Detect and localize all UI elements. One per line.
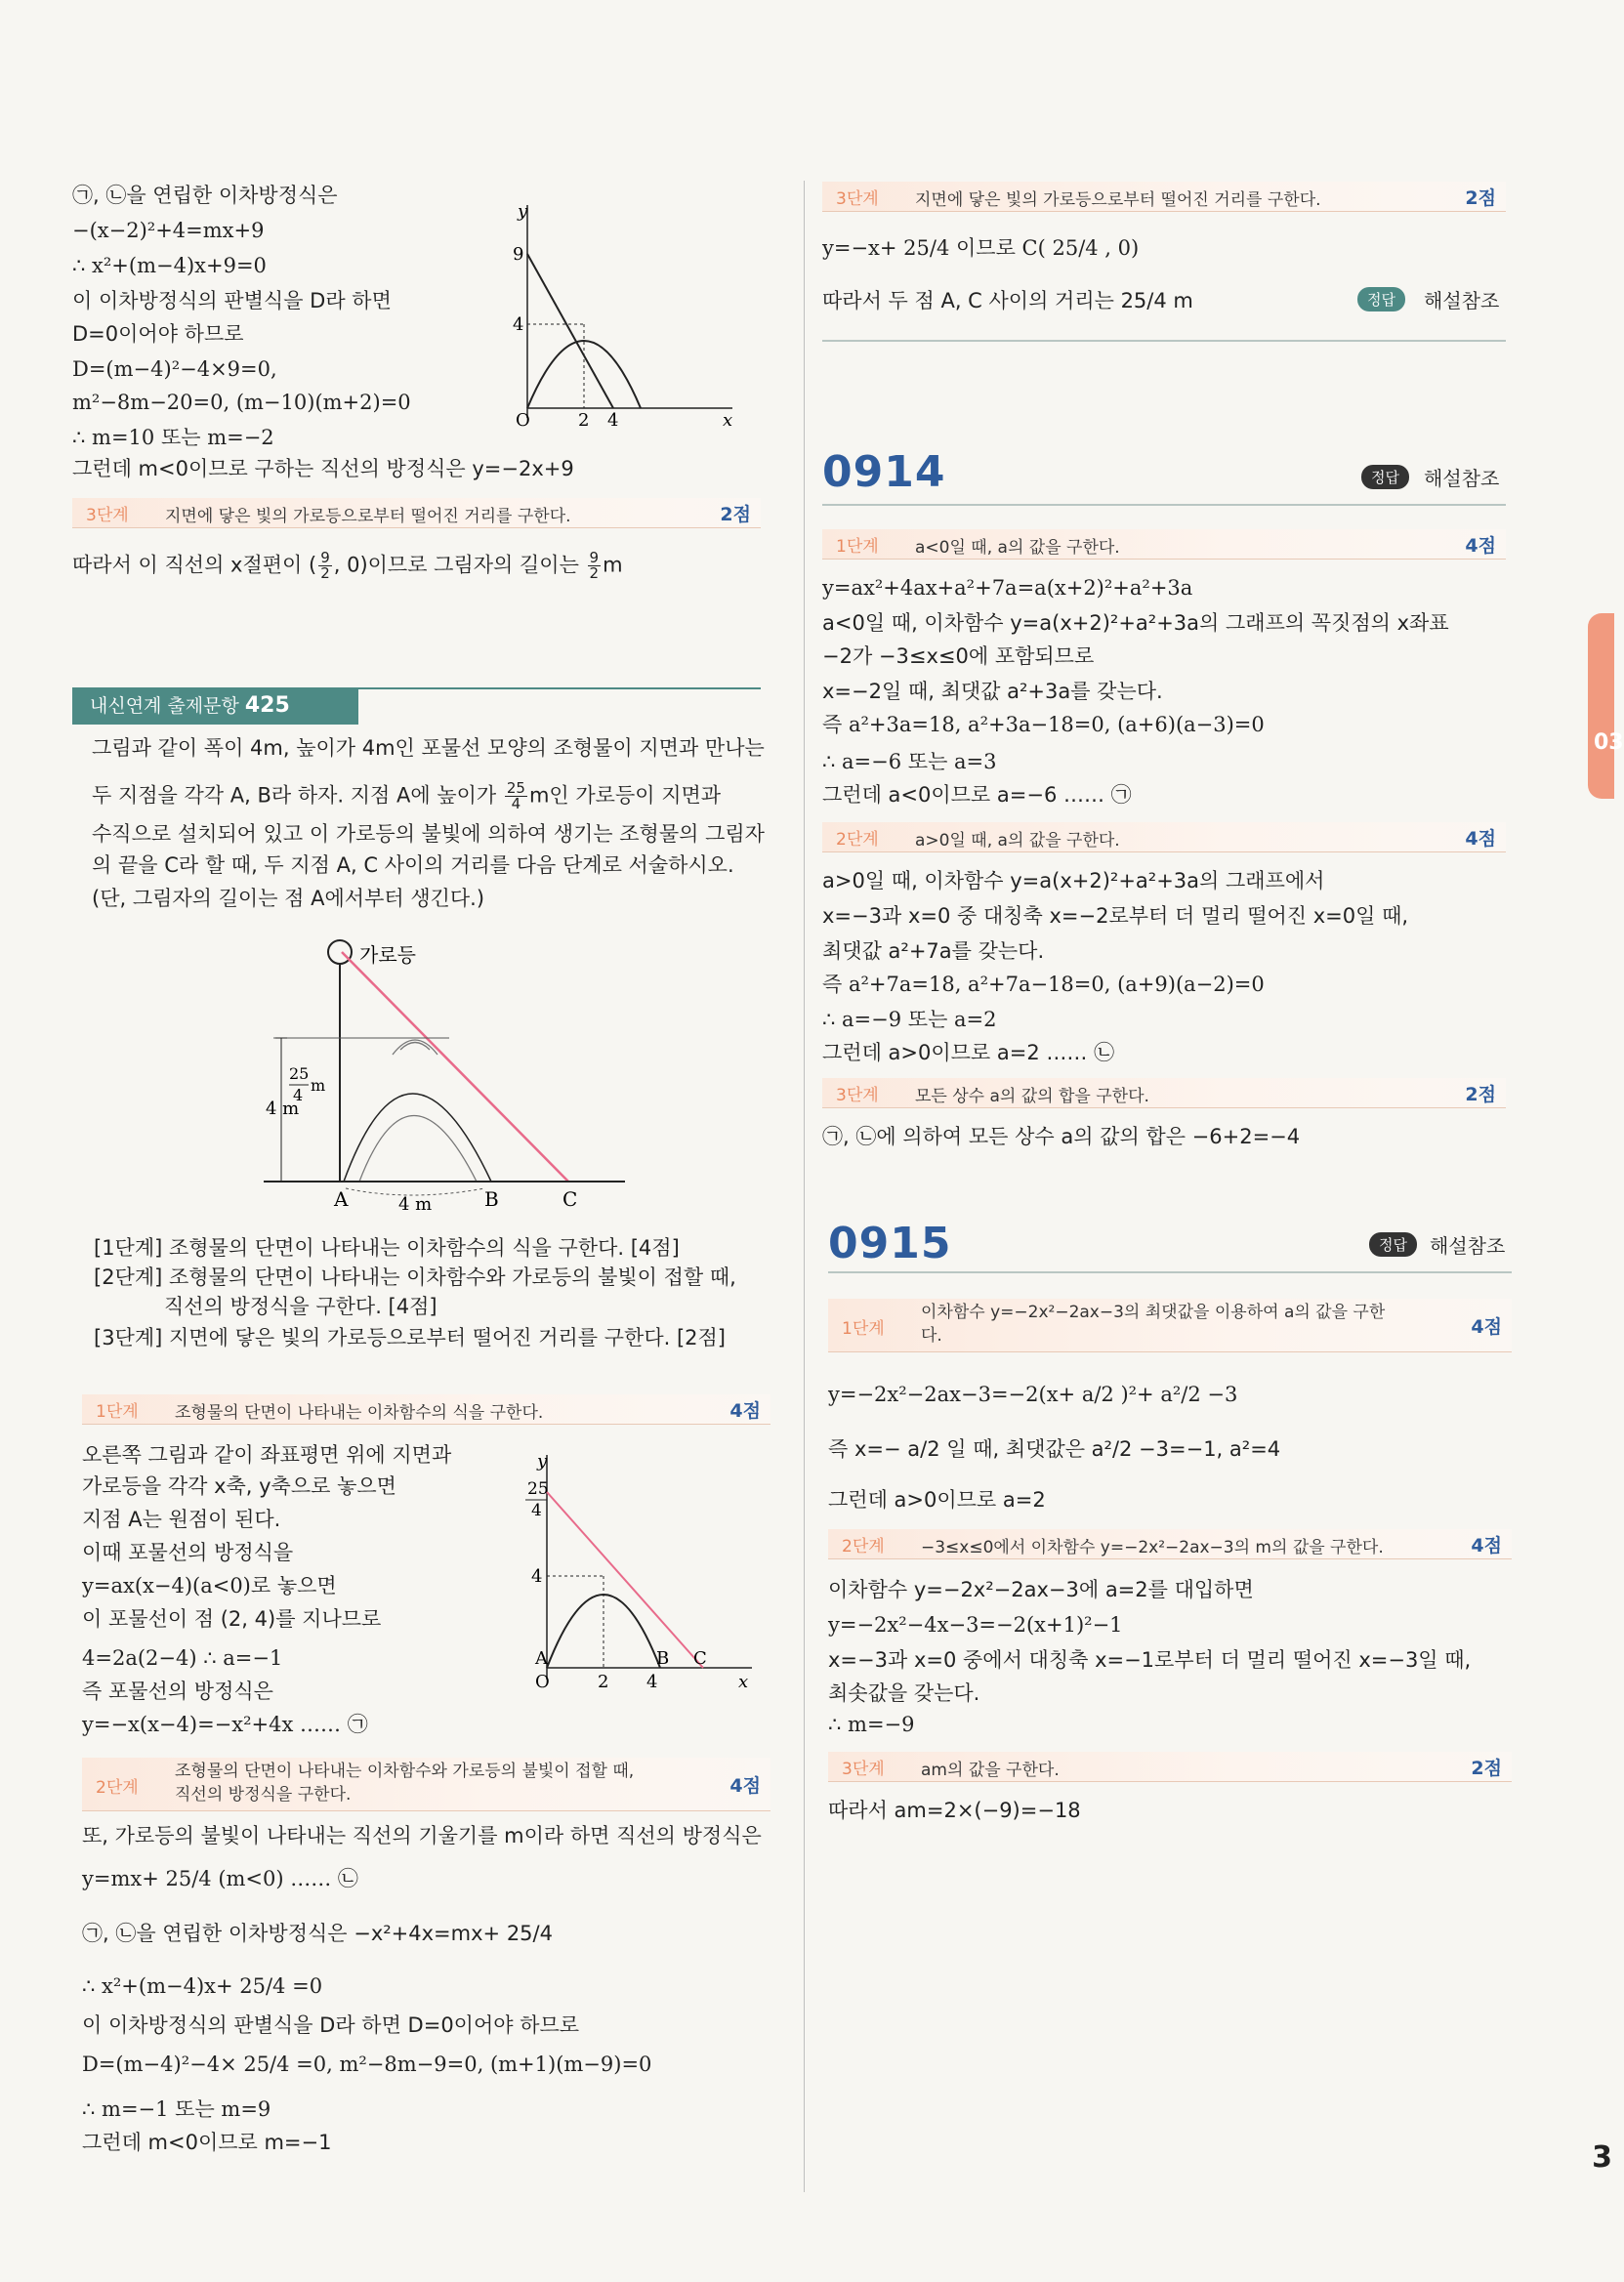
step-label: 3단계 <box>86 506 129 525</box>
math-line: ∴ x²+(m−4)x+9=0 <box>72 254 267 277</box>
problem-line: 의 끝을 C라 할 때, 두 지점 A, C 사이의 거리를 다음 단계로 서술하시오. <box>92 853 734 877</box>
step-bar: 3단계 모든 상수 a의 값의 합을 구한다. 2점 <box>822 1078 1506 1108</box>
text-line: ㉠, ㉡에 의하여 모든 상수 a의 값의 합은 −6+2=−4 <box>822 1125 1301 1148</box>
svg-text:C: C <box>693 1648 707 1669</box>
parabola-graph-2 <box>508 1445 762 1699</box>
fraction: $\frac{9}{2}$ <box>589 549 600 582</box>
math-line: y=−x+ 25/4 이므로 C( 25/4 , 0) <box>822 236 1140 260</box>
step-bar: 1단계 이차함수 y=−2x²−2ax−3의 최댓값을 이용하여 a의 값을 구한다. 4점 <box>828 1299 1512 1352</box>
svg-text:4: 4 <box>531 1566 543 1587</box>
step-item: 직선의 방정식을 구한다. [4점] <box>164 1295 437 1318</box>
step-item: [2단계] 조형물의 단면이 나타내는 이차함수와 가로등의 불빛이 접할 때, <box>94 1265 736 1289</box>
svg-text:25: 25 <box>527 1479 549 1499</box>
result-text: , 0)이므로 그림자의 길이는 <box>333 553 579 577</box>
section-rule <box>822 504 1506 506</box>
lamp-figure <box>254 933 635 1216</box>
answer-text: 해설참조 <box>1424 467 1500 490</box>
step-bar: 2단계 조형물의 단면이 나타내는 이차함수와 가로등의 불빛이 접할 때, 직선의 방정식을 구한다. 4점 <box>82 1758 770 1811</box>
svg-text:O: O <box>535 1672 550 1692</box>
step-bar: 1단계 조형물의 단면이 나타내는 이차함수의 식을 구한다. 4점 <box>82 1394 770 1425</box>
unit: m <box>603 553 623 577</box>
step-bar: 3단계 지면에 닿은 빛의 가로등으로부터 떨어진 거리를 구한다. 2점 <box>822 182 1506 212</box>
tick-label: 4 <box>607 410 619 431</box>
problem-line: 두 지점을 각각 A, B라 하자. 지점 A에 높이가 $\frac{25}{4}$ m인 가로등이 지면과 <box>92 779 722 812</box>
section-rule <box>828 1271 1512 1273</box>
lamp-icon <box>328 940 352 964</box>
x-axis-label: x <box>723 410 733 431</box>
width-4m: 4 m <box>398 1194 433 1215</box>
point-C: C <box>562 1187 578 1211</box>
step-item: [3단계] 지면에 닿은 빛의 가로등으로부터 떨어진 거리를 구한다. [2점] <box>94 1326 727 1349</box>
result-text: 따라서 이 직선의 x절편이 ( <box>72 553 317 577</box>
svg-text:2: 2 <box>598 1672 609 1692</box>
answer-text: 해설참조 <box>1424 289 1500 312</box>
text-line: 따라서 두 점 A, C 사이의 거리는 25/4 m <box>822 289 1193 312</box>
step-bar <box>72 498 761 528</box>
height-unit: m <box>311 1076 326 1095</box>
answer-badge: 정답 <box>1369 1232 1417 1257</box>
point-B: B <box>484 1187 499 1211</box>
math-line: −(x−2)²+4=mx+9 <box>72 219 265 242</box>
banner-number: 425 <box>244 693 290 718</box>
svg-text:A: A <box>535 1648 548 1669</box>
fraction: $\frac{9}{2}$ <box>320 549 330 582</box>
step-bar: 2단계 a>0일 때, a의 값을 구한다. 4점 <box>822 822 1506 852</box>
parabola-graph-1 <box>488 195 742 430</box>
step-item: [1단계] 조형물의 단면이 나타내는 이차함수의 식을 구한다. [4점] <box>94 1236 680 1260</box>
origin-label: O <box>516 410 530 431</box>
answer-badge: 정답 <box>1357 287 1405 311</box>
text-line: D=0이어야 하므로 <box>72 322 244 346</box>
text-line: ㉠, ㉡을 연립한 이차방정식은 <box>72 184 338 207</box>
svg-text:x: x <box>738 1672 749 1692</box>
math-line: m²−8m−20=0, (m−10)(m+2)=0 <box>72 391 411 414</box>
math-line: ∴ m=10 또는 m=−2 <box>72 426 274 449</box>
text-line: 그런데 m<0이므로 구하는 직선의 방정식은 y=−2x+9 <box>72 457 574 480</box>
section-rule <box>822 340 1506 342</box>
height-den: 4 <box>293 1086 304 1104</box>
height-4m: 4 m <box>266 1099 300 1119</box>
problem-line: (단, 그림자의 길이는 점 A에서부터 생긴다.) <box>92 887 485 910</box>
problem-line: 그림과 같이 폭이 4m, 높이가 4m인 포물선 모양의 조형물이 지면과 만나는 <box>92 736 765 760</box>
problem-number: 0915 <box>828 1219 952 1268</box>
banner-label: 내신연계 출제문항 <box>90 695 239 717</box>
y-axis-label: y <box>518 201 528 222</box>
step-bar: 2단계 −3≤x≤0에서 이차함수 y=−2x²−2ax−3의 m의 값을 구한다. 4점 <box>828 1529 1512 1559</box>
tick-label: 4 <box>513 314 524 335</box>
tick-label: 9 <box>513 244 524 265</box>
point-A: A <box>334 1187 349 1211</box>
svg-text:4: 4 <box>646 1672 658 1692</box>
step-bar: 1단계 a<0일 때, a의 값을 구한다. 4점 <box>822 529 1506 560</box>
tick-label: 2 <box>578 410 590 431</box>
problem-line: 수직으로 설치되어 있고 이 가로등의 불빛에 의하여 생기는 조형물의 그림자 <box>92 822 765 846</box>
math-line: D=(m−4)²−4×9=0, <box>72 357 277 381</box>
svg-text:y: y <box>537 1451 548 1472</box>
problem-number: 0914 <box>822 447 946 497</box>
svg-text:4: 4 <box>531 1501 542 1520</box>
text-line: 따라서 am=2×(−9)=−18 <box>828 1799 1081 1822</box>
svg-text:B: B <box>656 1648 670 1669</box>
lamp-label: 가로등 <box>359 943 416 967</box>
answer-text: 해설참조 <box>1430 1234 1506 1258</box>
text-line: 이 이차방정식의 판별식을 D라 하면 <box>72 289 392 312</box>
page-number: 3 <box>1592 2140 1612 2175</box>
answer-badge: 정답 <box>1361 465 1409 489</box>
step-text: 지면에 닿은 빛의 가로등으로부터 떨어진 거리를 구한다. <box>165 507 571 526</box>
step-points: 2점 <box>720 504 751 525</box>
column-separator <box>804 181 805 2192</box>
height-num: 25 <box>289 1064 310 1083</box>
chapter-tab[interactable]: 03 <box>1588 613 1614 799</box>
linked-problem-banner <box>72 687 358 725</box>
result-line <box>72 551 623 581</box>
step-bar: 3단계 am의 값을 구한다. 2점 <box>828 1752 1512 1782</box>
